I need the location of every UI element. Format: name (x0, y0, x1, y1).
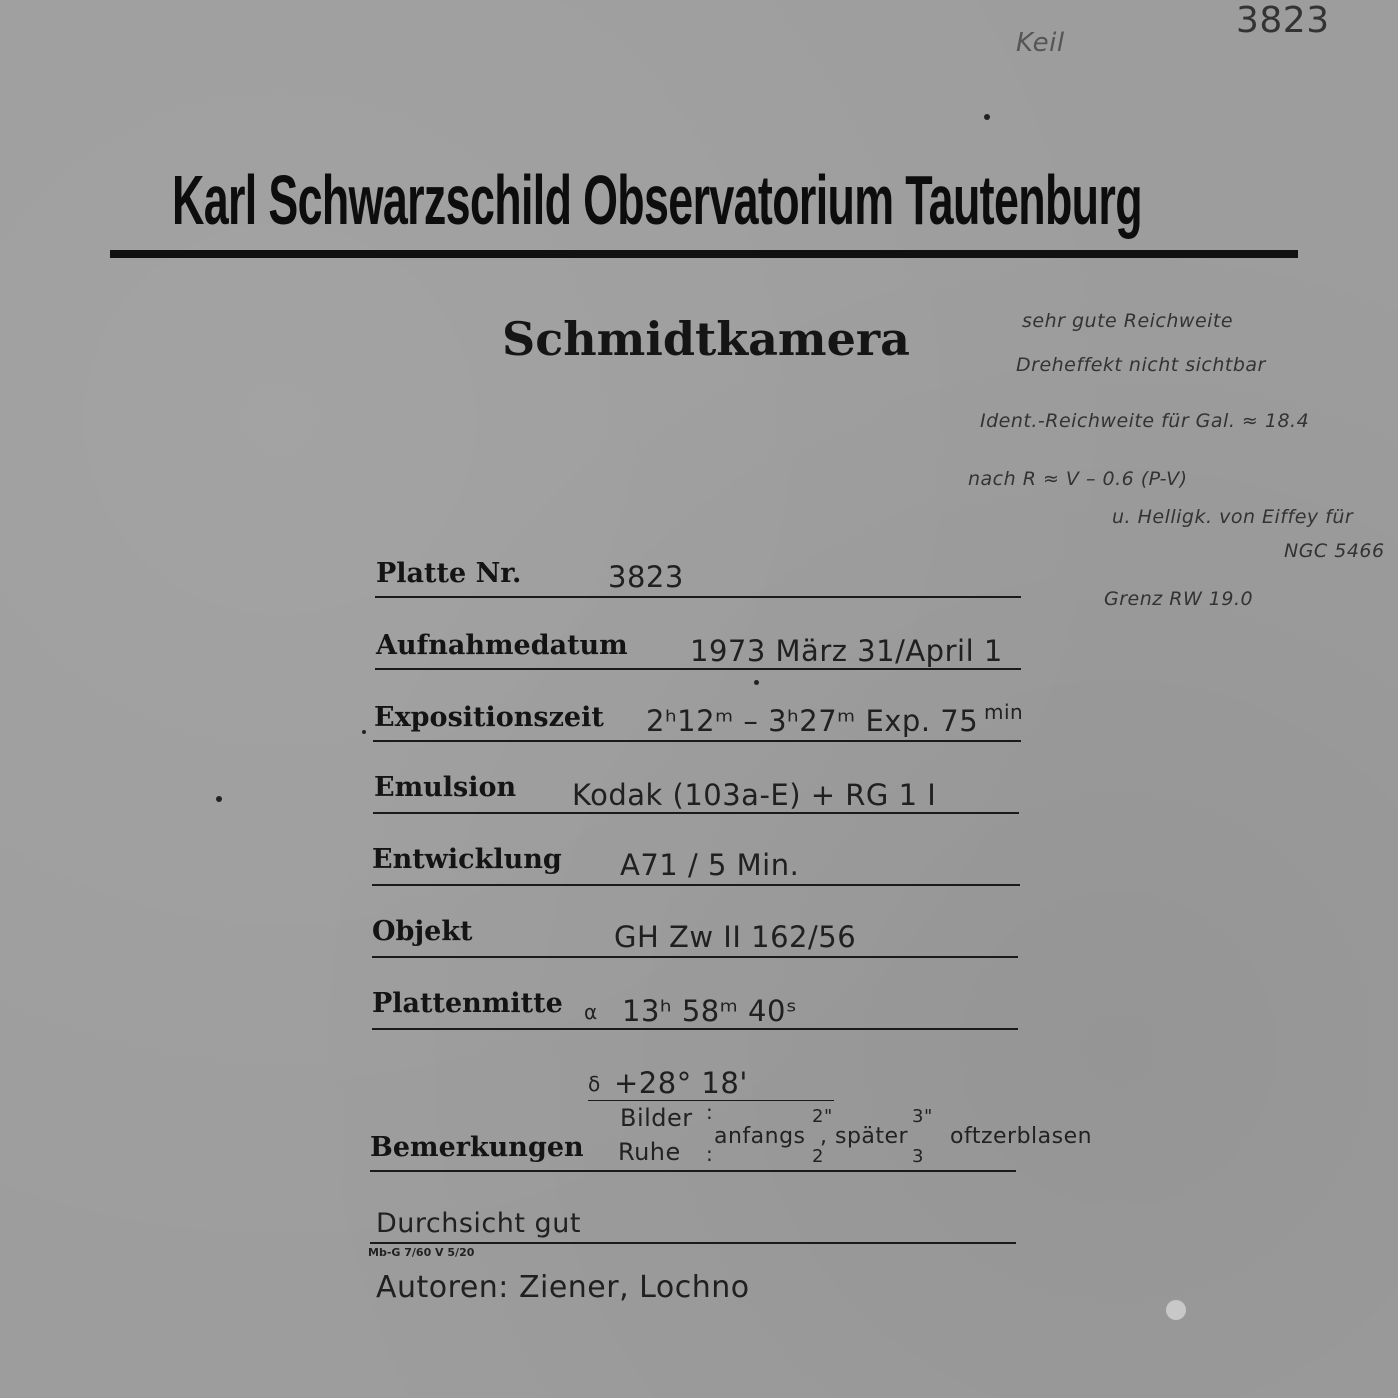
line-emulsion (373, 812, 1019, 814)
line-plattenmitte (372, 1028, 1018, 1030)
value-aufnahmedatum: 1973 März 31/April 1 (690, 634, 1003, 668)
label-objekt: Objekt (372, 916, 473, 947)
value-platte: 3823 (608, 560, 684, 594)
line-entwicklung (372, 884, 1020, 886)
paper-speck (754, 680, 759, 685)
value-exposition: 2ʰ12ᵐ – 3ʰ27ᵐ Exp. 75 (646, 704, 979, 738)
bem-anfangs: anfangs (714, 1124, 806, 1149)
bem-spaeter: , später (820, 1124, 909, 1149)
bem-colon2: : (706, 1142, 714, 1166)
line-bemerkungen (370, 1170, 1016, 1172)
label-emulsion: Emulsion (374, 772, 517, 803)
value-objekt: GH Zw II 162/56 (614, 920, 857, 954)
paper-speck (362, 730, 366, 734)
bem-anfangs-top: 2" (812, 1106, 833, 1127)
label-platte: Platte Nr. (376, 558, 522, 589)
title-underline (110, 250, 1298, 258)
bem-spaeter-bottom: 3 (912, 1146, 924, 1167)
label-exposition: Expositionszeit (374, 702, 604, 733)
value-exposition-unit: min (984, 700, 1024, 724)
bem-colon1: : (706, 1100, 714, 1124)
value-alpha: 13ʰ 58ᵐ 40ˢ (622, 994, 798, 1028)
side-note-1: sehr gute Reichweite (1022, 310, 1234, 332)
value-durchsicht: Durchsicht gut (376, 1208, 581, 1239)
line-aufnahmedatum (375, 668, 1021, 670)
value-emulsion: Kodak (103a-E) + RG 1 I (572, 778, 937, 812)
side-note-3: Ident.-Reichweite für Gal. ≈ 18.4 (980, 410, 1310, 432)
corner-plate-number: 3823 (1236, 0, 1330, 41)
bem-ruhe: Ruhe (618, 1138, 681, 1166)
label-entwicklung: Entwicklung (372, 844, 562, 875)
label-aufnahmedatum: Aufnahmedatum (376, 630, 628, 661)
alpha-symbol: α (584, 1000, 598, 1024)
observatory-title: Karl Schwarzschild Observatorium Tautenburg (172, 161, 1142, 239)
bem-bilder: Bilder (620, 1104, 693, 1132)
line-durchsicht (370, 1242, 1016, 1244)
side-note-2: Dreheffekt nicht sichtbar (1016, 354, 1266, 376)
form-code: Mb-G 7/60 V 5/20 (368, 1246, 475, 1259)
authors: Autoren: Ziener, Lochno (376, 1270, 750, 1305)
corner-note: Keil (1016, 28, 1065, 58)
side-note-4: nach R ≈ V – 0.6 (P-V) (968, 468, 1188, 490)
paper-speck (216, 796, 222, 802)
side-note-6: NGC 5466 (1284, 540, 1385, 562)
value-delta: +28° 18' (614, 1066, 748, 1100)
side-note-5: u. Helligk. von Eiffey für (1112, 506, 1354, 528)
instrument-title: Schmidtkamera (502, 312, 910, 366)
delta-symbol: δ (588, 1072, 601, 1096)
paper-spot (1166, 1300, 1186, 1320)
bem-oft: oftzerblasen (950, 1124, 1093, 1149)
line-exposition (373, 740, 1021, 742)
paper-speck (984, 114, 990, 120)
value-entwicklung: A71 / 5 Min. (620, 848, 800, 882)
bem-anfangs-bottom: 2 (812, 1146, 824, 1167)
bem-spaeter-top: 3" (912, 1106, 933, 1127)
label-plattenmitte: Plattenmitte (372, 988, 563, 1019)
label-bemerkungen: Bemerkungen (370, 1132, 584, 1163)
line-objekt (372, 956, 1018, 958)
line-platte (375, 596, 1021, 598)
side-note-7: Grenz RW 19.0 (1104, 588, 1254, 610)
